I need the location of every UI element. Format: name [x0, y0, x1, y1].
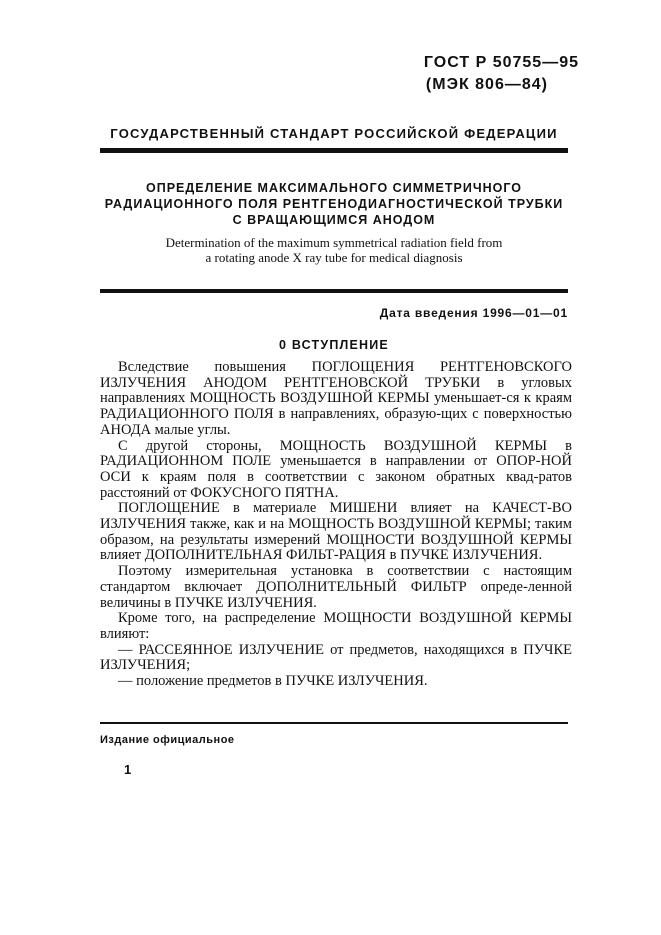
paragraph: Вследствие повышения ПОГЛОЩЕНИЯ РЕНТГЕНОВСКОГО ИЗЛУЧЕНИЯ АНОДОМ РЕНТГЕНОВСКОЙ ТРУБКИ в угловых направлениях МОЩНОСТЬ ВОЗДУШНОЙ КЕРМЫ уменьшает-ся к краям РАДИАЦИОННОГО ПОЛЯ в направлениях, образую-щих с поверхностью АНОДА малые углы. [100, 359, 572, 438]
page-number: 1 [124, 762, 132, 777]
title-rule [100, 289, 568, 293]
english-title-line-2: a rotating anode X ray tube for medical diagnosis [205, 250, 463, 265]
standard-number: ГОСТ Р 50755—95 [423, 54, 579, 71]
document-title-line-3: С ВРАЩАЮЩИМСЯ АНОДОМ [232, 213, 436, 227]
document-title-line-2: РАДИАЦИОННОГО ПОЛЯ РЕНТГЕНОДИАГНОСТИЧЕСКОЙ ТРУБКИ [104, 197, 564, 211]
official-edition-note: Издание официальное [100, 734, 235, 746]
section-heading: 0 ВСТУПЛЕНИЕ [279, 338, 389, 352]
paragraph: Кроме того, на распределение МОЩНОСТИ ВОЗДУШНОЙ КЕРМЫ влияют: [100, 610, 572, 642]
paragraph: Поэтому измерительная установка в соответствии с настоящим стандартом включает ДОПОЛНИТЕЛЬНЫЙ ФИЛЬТР опреде-ленной величины в ПУЧКЕ ИЗЛУЧЕНИЯ. [100, 563, 572, 611]
header-rule [100, 148, 568, 153]
document-title-line-1: ОПРЕДЕЛЕНИЕ МАКСИМАЛЬНОГО СИММЕТРИЧНОГО [146, 181, 522, 195]
document-title [100, 180, 568, 228]
standard-number-block [424, 52, 579, 96]
paragraph: — положение предметов в ПУЧКЕ ИЗЛУЧЕНИЯ. [118, 673, 428, 690]
paragraph: С другой стороны, МОЩНОСТЬ ВОЗДУШНОЙ КЕРМЫ в РАДИАЦИОННОМ ПОЛЕ уменьшается в направлении от ОПОР-НОЙ ОСИ к краям поля в соответствии с законом обратных квад-ратов расстояний от ФОКУСНОГО ПЯТНА. [100, 437, 572, 501]
document-title-english [100, 235, 568, 265]
body-text [100, 360, 572, 690]
paragraph: — РАССЕЯННОЕ ИЗЛУЧЕНИЕ от предметов, находящихся в ПУЧКЕ ИЗЛУЧЕНИЯ; [100, 641, 572, 674]
footer-rule [100, 722, 568, 724]
introduction-date: Дата введения 1996—01—01 [379, 306, 568, 320]
english-title-line-1: Determination of the maximum symmetrical radiation field from [165, 235, 503, 250]
government-standard-title: ГОСУДАРСТВЕННЫЙ СТАНДАРТ РОССИЙСКОЙ ФЕДЕРАЦИИ [110, 126, 558, 141]
iec-number: (МЭК 806—84) [425, 76, 548, 93]
paragraph: ПОГЛОЩЕНИЕ в материале МИШЕНИ влияет на КАЧЕСТ-ВО ИЗЛУЧЕНИЯ также, как и на МОЩНОСТЬ ВОЗДУШНОЙ КЕРМЫ; таким образом, на результаты измерений МОЩНОСТИ ВОЗДУШНОЙ КЕРМЫ влияет ДОПОЛНИТЕЛЬНАЯ ФИЛЬТ-РАЦИЯ в ПУЧКЕ ИЗЛУЧЕНИЯ. [100, 500, 572, 564]
